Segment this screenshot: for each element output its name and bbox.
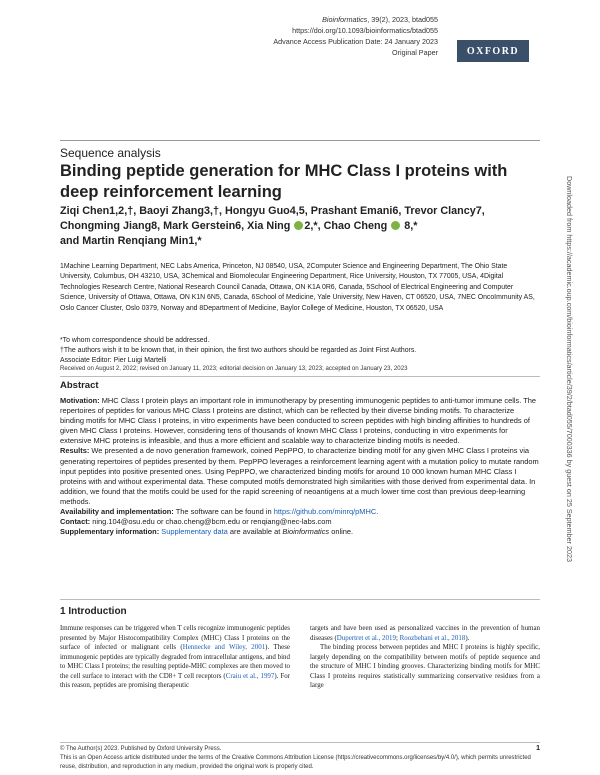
advance-access-date: Advance Access Publication Date: 24 January 2023: [273, 37, 438, 46]
supp-label: Supplementary information:: [60, 527, 160, 537]
author-line-3: and Martin Renqiang Min1,*: [60, 235, 202, 247]
author-line-1: Ziqi Chen1,2,†, Baoyi Zhang3,†, Hongyu Guo4,5, Prashant Emani6, Trevor Clancy7,: [60, 205, 485, 217]
author-line-2b: 2,*, Chao Cheng: [304, 220, 388, 232]
author-line-2: [60, 219, 540, 234]
results-label: Results:: [60, 446, 90, 456]
journal-name: Bioinformatics: [322, 15, 368, 24]
paper-title: Binding peptide generation for MHC Class I proteins with deep reinforcement learning: [60, 162, 508, 201]
abstract-supplementary: [60, 527, 540, 537]
author-line-2a: Chongming Jiang8, Mark Gerstein6, Xia Ning: [60, 220, 291, 232]
intro-heading: 1 Introduction: [60, 606, 127, 617]
availability-label: Availability and implementation:: [60, 507, 174, 517]
footer: [60, 745, 540, 772]
intro-paragraph-2: The binding process between peptides and MHC I proteins is highly specific, largely depending on the compatibility between motifs of peptide sequence and the structure of MHC I binding grooves. Characterizing binding motifs for MHC Class I proteins requires statistically summarizing conservative residues from a large: [310, 643, 540, 690]
citation-link[interactable]: Craiu et al., 1997: [225, 671, 275, 680]
orcid-icon[interactable]: [391, 221, 400, 230]
orcid-icon[interactable]: [294, 221, 303, 230]
motivation-text: MHC Class I protein plays an important role in immunotherapy by presenting immunogenic peptides to anti-tumor immune cells. The repertoires of peptides for various MHC Class I proteins are distinct, which can be reflected by their diverse binding motifs. To characterize binding motifs for MHC Class I proteins, in vitro experiments have been conducted to screen peptides with high binding affinities to hundreds of given MHC Class I proteins. However, considering tens of thousands of known MHC Class I proteins, conducting in vitro experiments for extensive MHC proteins is infeasible, and thus a more efficient and scalable way to characterize binding motifs is needed.: [60, 396, 537, 446]
journal-citation: , 39(2), 2023, btad055: [367, 15, 438, 24]
abstract-availability: [60, 507, 540, 517]
availability-end: .: [376, 507, 379, 517]
received-dates: Received on August 2, 2022; revised on January 11, 2023; editorial decision on January 13, 2023; accepted on January 23, 2023: [60, 365, 408, 372]
citation-link[interactable]: Hennecke and Wiley, 2001: [182, 643, 266, 652]
supp-journal: Bioinformatics: [282, 527, 330, 537]
page-number: 1: [536, 745, 540, 752]
corresponding-note: *To whom correspondence should be addressed.: [60, 337, 210, 344]
article-type: Original Paper: [392, 48, 438, 57]
abstract-body: [60, 396, 540, 537]
citation-link[interactable]: Roozbehani et al., 2018: [399, 633, 466, 642]
download-sidebar: Downloaded from https://academic.oup.com/bioinformatics/article/39/2/btad055/7000336 by guest on 25 September 2023: [565, 176, 574, 562]
divider-abstract-bottom: [60, 599, 540, 600]
divider-top: [60, 140, 540, 141]
intro-column-right: [310, 624, 540, 691]
intro-text: ;: [395, 633, 400, 642]
divider-footer: [60, 742, 540, 743]
results-text: We presented a de novo generation framework, coined PepPPO, to characterize binding motif for any given MHC Class I proteins via generating repertoires of peptides presented by them. PepPPO leverages a reinforcement learning agent with a mutation policy to mutate random input peptides into positive presented ones. Using PepPPO, we characterized binding motifs for around 10 000 known human MHC Class I proteins with and without experimental data. These computed motifs demonstrated high similarities with those derived from experimental data. In addition, we found that the motifs could be used for the rapid screening of neoantigens at a much lower time cost than previous deep-learning methods.: [60, 446, 539, 506]
author-line-2c: 8,*: [404, 220, 418, 232]
journal-meta: [108, 14, 438, 58]
intro-text: ). These immunogenic peptides are typically degraded from intracellular antigens, and bind to MHC Class I proteins; the resulting peptide-MHC complexes are then moved to the cell surface to interact with the CD8+ T cell receptors (: [60, 643, 290, 680]
affiliations: 1Machine Learning Department, NEC Labs America, Princeton, NJ 08540, USA, 2Computer Science and Engineering Department, The Ohio State University, Columbus, OH 43210, USA, 3Chemical and Biomolecular Engineering Department, Rice University, Houston, TX 77005, USA, 4Digital Technologies Research Centre, National Research Council Canada, Ottawa, ON K1A 0R6, Canada, 5School of Electrical Engineering and Computer Science, University of Ottawa, Ottawa, ON K1N 6N5, Canada, 6School of Medicine, Yale University, New Haven, CT 06520, USA, 7NEC OncoImmunity AS, Oslo Cancer Cluster, Oslo 0379, Norway and 8Department of Medicine, Baylor College of Medicine, Houston, TX 06520, USA: [60, 263, 535, 312]
availability-text: The software can be found in: [173, 507, 274, 517]
divider-abstract-top: [60, 376, 540, 377]
supplementary-link[interactable]: Supplementary data: [159, 527, 228, 537]
motivation-label: Motivation:: [60, 396, 100, 405]
joint-first-note: †The authors wish it to be known that, in their opinion, the first two authors should be regarded as Joint First Authors.: [60, 347, 417, 354]
copyright: © The Author(s) 2023. Published by Oxford University Press.: [60, 746, 222, 752]
license-text: This is an Open Access article distributed under the terms of the Creative Commons Attribution License (https://creativecommons.org/licenses/by/4.0/), which permits unrestricted reuse, distribution, and reproduction in any medium, provided the original work is properly cited.: [60, 755, 531, 770]
abstract-motivation: [60, 396, 540, 446]
citation-link[interactable]: Dupertret et al., 2019: [336, 633, 396, 642]
contact-label: Contact:: [60, 517, 91, 527]
contact-emails[interactable]: ning.104@osu.edu or chao.cheng@bcm.edu or renqiang@nec-labs.com: [90, 517, 332, 527]
author-list: [60, 204, 540, 249]
intro-column-left: [60, 624, 290, 691]
supp-end: online.: [329, 527, 354, 537]
abstract-heading: Abstract: [60, 380, 99, 391]
oxford-logo: OXFORD: [457, 40, 529, 62]
abstract-contact: [60, 517, 540, 527]
intro-text: ).: [465, 633, 470, 642]
intro-text: targets and have been used as personalized vaccines in the prevention of human diseases (: [310, 624, 540, 642]
doi-link[interactable]: https://doi.org/10.1093/bioinformatics/btad055: [292, 26, 438, 35]
github-link[interactable]: https://github.com/minrq/pMHC: [273, 507, 377, 517]
associate-editor: Associate Editor: Pier Luigi Martelli: [60, 357, 167, 364]
abstract-results: [60, 446, 540, 507]
section-label: Sequence analysis: [60, 146, 161, 160]
author-notes: [60, 336, 540, 366]
supp-mid: are available at: [227, 527, 283, 537]
intro-text: Immune responses can be triggered when T cells recognize immunogenic peptides presented by Major Histocompatibility Complex (MHC) Class I proteins on the surface of infected or malignant cells (: [60, 624, 290, 652]
intro-text: ). For this reason, peptides are promising therapeutic: [60, 671, 290, 690]
